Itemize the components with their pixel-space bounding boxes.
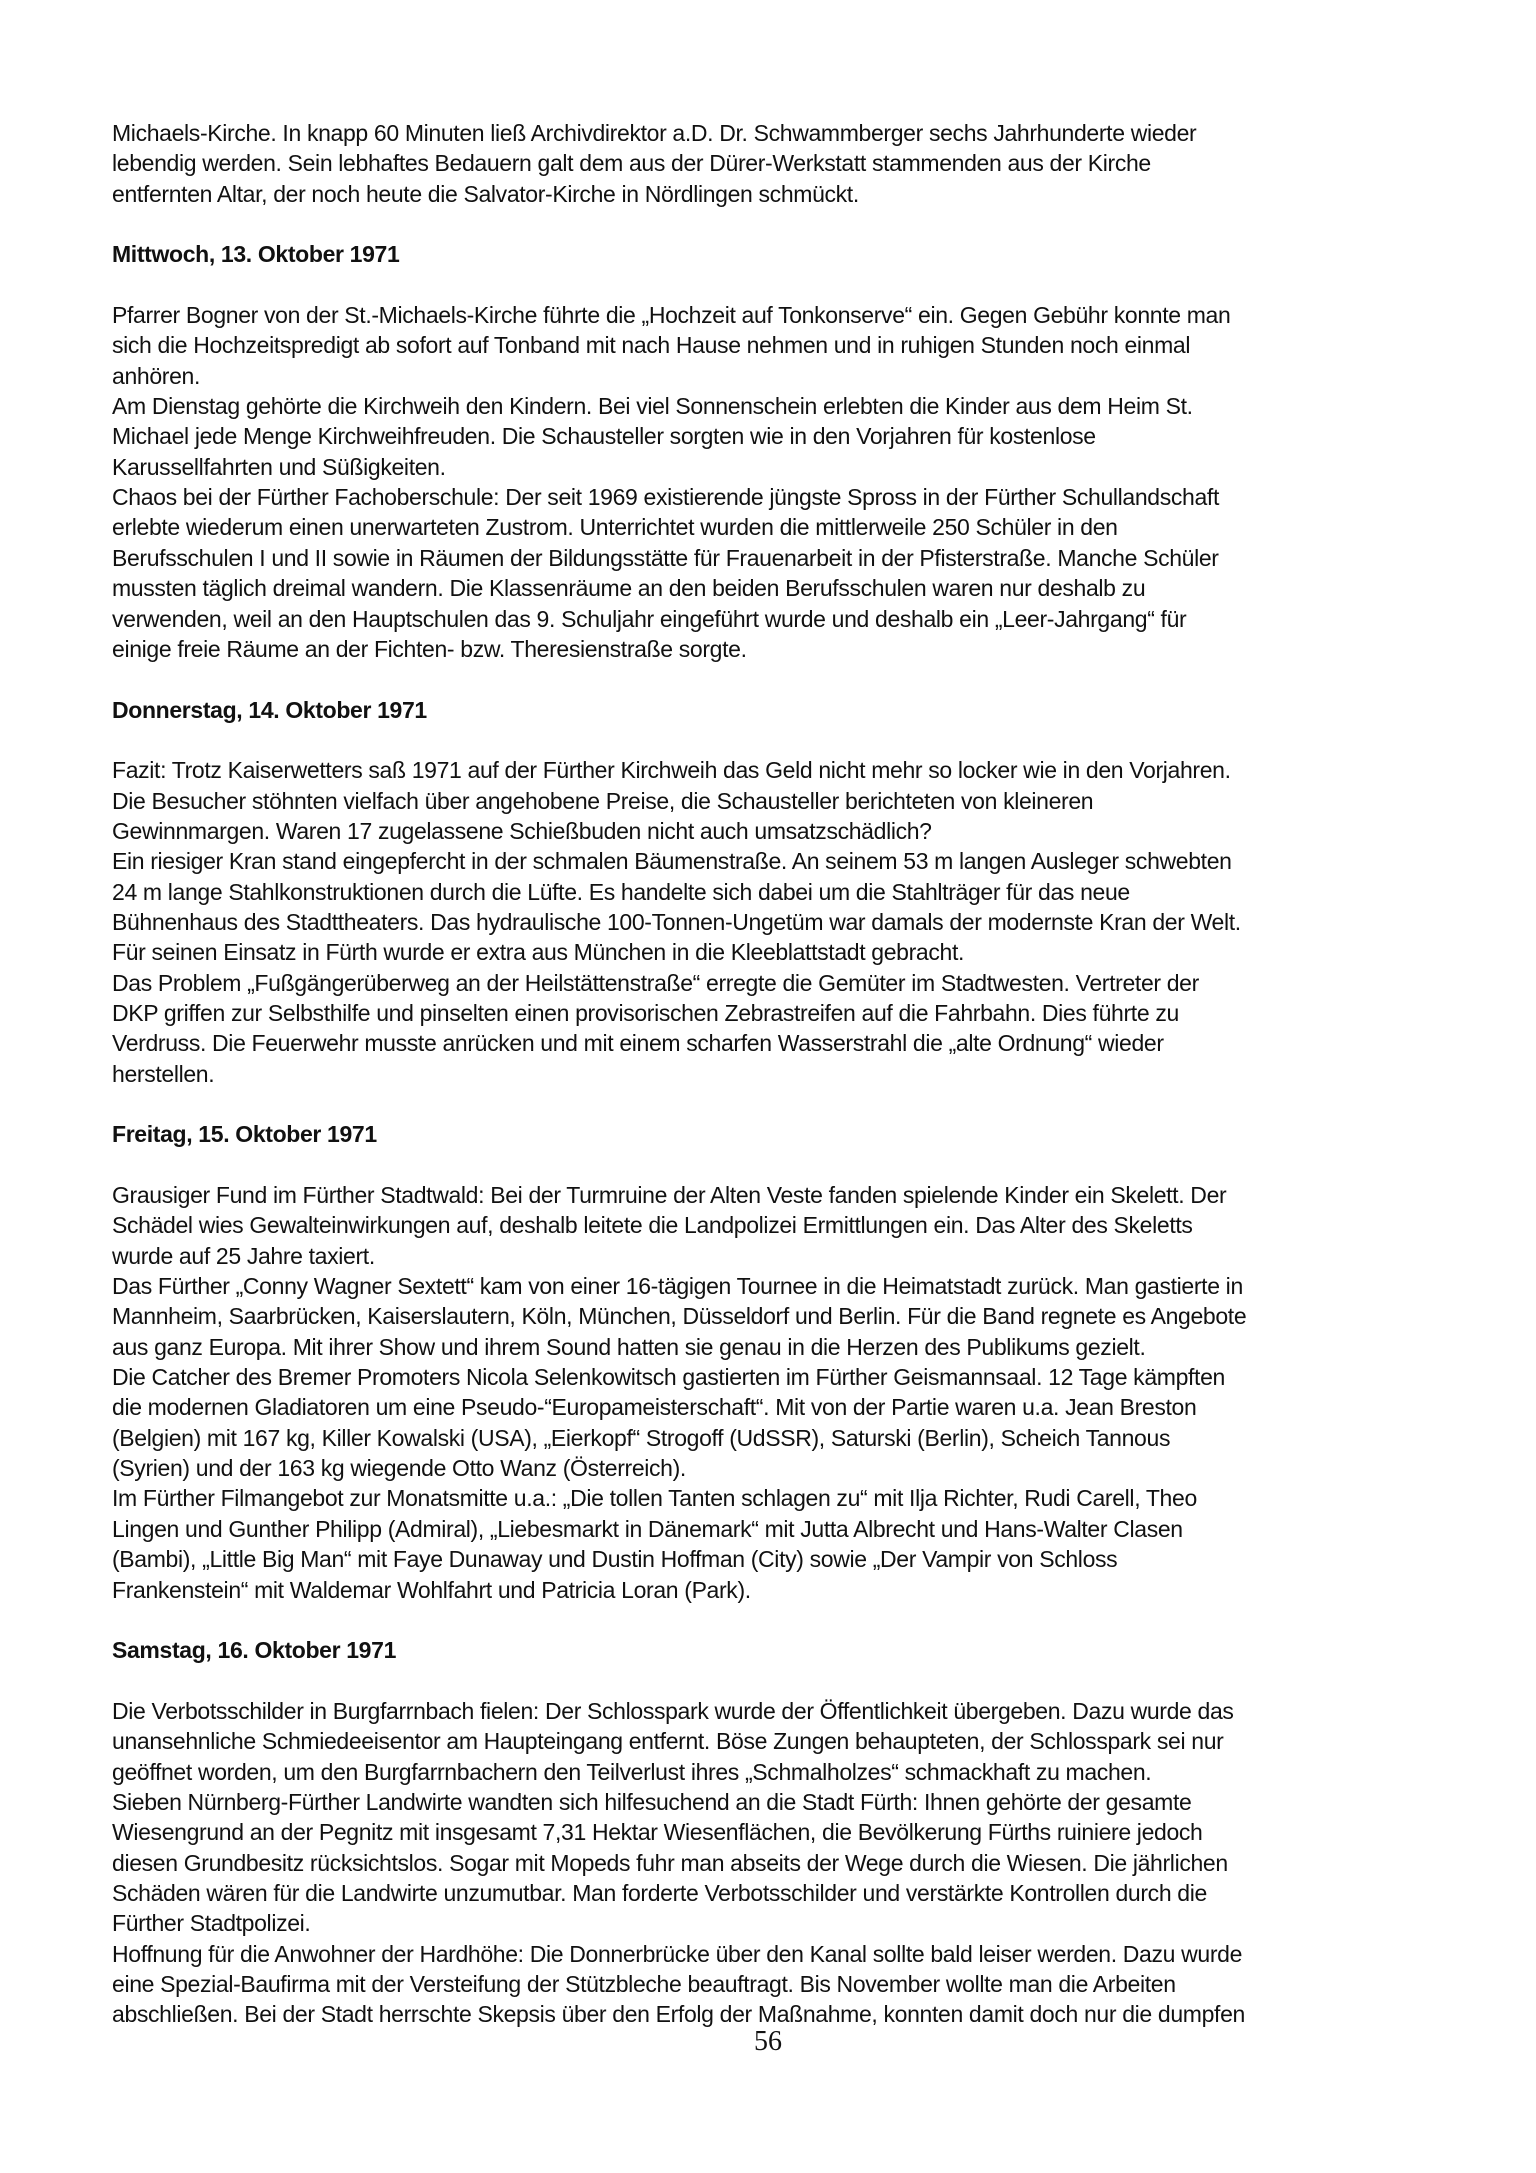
- page-number: 56: [754, 2026, 782, 2057]
- paragraph-line: Schäden wären für die Landwirte unzumutbar. Man forderte Verbotsschilder und verstärkte Kontrollen durch die: [112, 1879, 1207, 1906]
- paragraph-line: aus ganz Europa. Mit ihrer Show und ihrem Sound hatten sie genau in die Herzen des Publikums gezielt.: [112, 1333, 1146, 1360]
- section-heading: Mittwoch, 13. Oktober 1971: [112, 241, 400, 268]
- paragraph-line: entfernten Altar, der noch heute die Salvator-Kirche in Nördlingen schmückt.: [112, 180, 859, 207]
- blank-line: [112, 209, 1442, 239]
- paragraph-line: unansehnliche Schmiedeeisentor am Haupteingang entfernt. Böse Zungen behaupteten, der Schlosspark sei nur: [112, 1728, 1224, 1755]
- section-heading: Donnerstag, 14. Oktober 1971: [112, 696, 427, 723]
- paragraph-line: Michael jede Menge Kirchweihfreuden. Die Schausteller sorgten wie in den Vorjahren für kostenlose: [112, 423, 1096, 450]
- paragraph-line: Fürther Stadtpolizei.: [112, 1910, 311, 1937]
- paragraph-line: abschließen. Bei der Stadt herrschte Skepsis über den Erfolg der Maßnahme, konnten damit doch nur die dumpfen: [112, 2001, 1245, 2028]
- paragraph-line: Die Besucher stöhnten vielfach über angehobene Preise, die Schausteller berichteten von kleineren: [112, 787, 1094, 814]
- blank-line: [112, 1605, 1442, 1635]
- paragraph-line: Bühnenhaus des Stadttheaters. Das hydraulische 100-Tonnen-Ungetüm war damals der modernste Kran der Welt.: [112, 908, 1241, 935]
- blank-line: [112, 270, 1442, 300]
- paragraph-line: herstellen.: [112, 1060, 215, 1087]
- paragraph-line: Die Catcher des Bremer Promoters Nicola Selenkowitsch gastierten im Fürther Geismannsaal. 12 Tage kämpften: [112, 1364, 1225, 1391]
- section-heading: Freitag, 15. Oktober 1971: [112, 1121, 377, 1148]
- paragraph-line: Die Verbotsschilder in Burgfarrnbach fielen: Der Schlosspark wurde der Öffentlichkeit übergeben. Dazu wurde das: [112, 1697, 1234, 1724]
- paragraph-line: 24 m lange Stahlkonstruktionen durch die Lüfte. Es handelte sich dabei um die Stahlträger für das neue: [112, 878, 1130, 905]
- blank-line: [112, 664, 1442, 694]
- paragraph-line: Verdruss. Die Feuerwehr musste anrücken und mit einem scharfen Wasserstrahl die „alte Ordnung“ wieder: [112, 1030, 1164, 1057]
- blank-line: [112, 725, 1442, 755]
- paragraph-line: anhören.: [112, 362, 200, 389]
- paragraph-line: Frankenstein“ mit Waldemar Wohlfahrt und Patricia Loran (Park).: [112, 1576, 751, 1603]
- paragraph-line: DKP griffen zur Selbsthilfe und pinselten einen provisorischen Zebrastreifen auf die Fahrbahn. Dies führte zu: [112, 999, 1179, 1026]
- paragraph-line: Michaels-Kirche. In knapp 60 Minuten ließ Archivdirektor a.D. Dr. Schwammberger sechs Jahrhunderte wieder: [112, 120, 1197, 146]
- paragraph-line: wurde auf 25 Jahre taxiert.: [112, 1242, 375, 1269]
- paragraph-line: eine Spezial-Baufirma mit der Versteifung der Stützbleche beauftragt. Bis November wollte man die Arbeiten: [112, 1970, 1176, 1997]
- paragraph-line: die modernen Gladiatoren um eine Pseudo-“Europameisterschaft“. Mit von der Partie waren u.a. Jean Breston: [112, 1394, 1197, 1421]
- paragraph-line: Das Fürther „Conny Wagner Sextett“ kam von einer 16-tägigen Tournee in die Heimatstadt zurück. Man gastierte in: [112, 1273, 1243, 1300]
- blank-line: [112, 1666, 1442, 1696]
- paragraph-line: Chaos bei der Fürther Fachoberschule: Der seit 1969 existierende jüngste Spross in der Fürther Schullandschaft: [112, 484, 1219, 511]
- paragraph-line: Fazit: Trotz Kaiserwetters saß 1971 auf der Fürther Kirchweih das Geld nicht mehr so locker wie in den Vorjahren.: [112, 757, 1231, 784]
- paragraph-line: erlebte wiederum einen unerwarteten Zustrom. Unterrichtet wurden die mittlerweile 250 Schüler in den: [112, 514, 1118, 541]
- paragraph-line: Pfarrer Bogner von der St.-Michaels-Kirche führte die „Hochzeit auf Tonkonserve“ ein. Gegen Gebühr konnte man: [112, 302, 1231, 329]
- blank-line: [112, 1150, 1442, 1180]
- paragraph-line: Im Fürther Filmangebot zur Monatsmitte u.a.: „Die tollen Tanten schlagen zu“ mit Ilja Richter, Rudi Carell, Theo: [112, 1485, 1197, 1512]
- paragraph-line: Ein riesiger Kran stand eingepfercht in der schmalen Bäumenstraße. An seinem 53 m langen Ausleger schwebten: [112, 848, 1232, 875]
- paragraph-line: lebendig werden. Sein lebhaftes Bedauern galt dem aus der Dürer-Werkstatt stammenden aus der Kirche: [112, 150, 1151, 177]
- paragraph-line: Wiesengrund an der Pegnitz mit insgesamt 7,31 Hektar Wiesenflächen, die Bevölkerung Fürths ruiniere jedoch: [112, 1819, 1203, 1846]
- paragraph-line: Mannheim, Saarbrücken, Kaiserslautern, Köln, München, Düsseldorf und Berlin. Für die Band regnete es Angebote: [112, 1303, 1247, 1330]
- paragraph-line: Berufsschulen I und II sowie in Räumen der Bildungsstätte für Frauenarbeit in der Pfisterstraße. Manche Schüler: [112, 544, 1219, 571]
- paragraph-line: (Bambi), „Little Big Man“ mit Faye Dunaway und Dustin Hoffman (City) sowie „Der Vampir von Schloss: [112, 1546, 1118, 1573]
- paragraph-line: Lingen und Gunther Philipp (Admiral), „Liebesmarkt in Dänemark“ mit Jutta Albrecht und Hans-Walter Clasen: [112, 1515, 1183, 1542]
- paragraph-line: verwenden, weil an den Hauptschulen das 9. Schuljahr eingeführt wurde und deshalb ein „Leer-Jahrgang“ für: [112, 605, 1187, 632]
- paragraph-line: sich die Hochzeitspredigt ab sofort auf Tonband mit nach Hause nehmen und in ruhigen Stunden noch einmal: [112, 332, 1191, 359]
- paragraph-line: mussten täglich dreimal wandern. Die Klassenräume an den beiden Berufsschulen waren nur deshalb zu: [112, 575, 1146, 602]
- blank-line: [112, 1089, 1442, 1119]
- section-heading: Samstag, 16. Oktober 1971: [112, 1637, 397, 1664]
- paragraph-line: Sieben Nürnberg-Fürther Landwirte wandten sich hilfesuchend an die Stadt Fürth: Ihnen gehörte der gesamte: [112, 1788, 1192, 1815]
- paragraph-line: Gewinnmargen. Waren 17 zugelassene Schießbuden nicht auch umsatzschädlich?: [112, 817, 932, 844]
- paragraph-line: einige freie Räume an der Fichten- bzw. Theresienstraße sorgte.: [112, 635, 747, 662]
- paragraph-line: Das Problem „Fußgängerüberweg an der Heilstättenstraße“ erregte die Gemüter im Stadtwesten. Vertreter der: [112, 969, 1199, 996]
- paragraph-line: (Syrien) und der 163 kg wiegende Otto Wanz (Österreich).: [112, 1455, 686, 1482]
- paragraph-line: Hoffnung für die Anwohner der Hardhöhe: Die Donnerbrücke über den Kanal sollte bald leiser werden. Dazu wurde: [112, 1940, 1243, 1967]
- paragraph-line: Karussellfahrten und Süßigkeiten.: [112, 453, 446, 480]
- paragraph-line: Schädel wies Gewalteinwirkungen auf, deshalb leitete die Landpolizei Ermittlungen ein. Das Alter des Skeletts: [112, 1212, 1193, 1239]
- paragraph-line: geöffnet worden, um den Burgfarrnbachern den Teilverlust ihres „Schmalholzes“ schmackhaft zu machen.: [112, 1758, 1152, 1785]
- document-body: [112, 118, 1442, 2030]
- paragraph-line: diesen Grundbesitz rücksichtslos. Sogar mit Mopeds fuhr man abseits der Wege durch die Wiesen. Die jährlichen: [112, 1849, 1228, 1876]
- paragraph-line: (Belgien) mit 167 kg, Killer Kowalski (USA), „Eierkopf“ Strogoff (UdSSR), Saturski (Berlin), Scheich Tannous: [112, 1424, 1171, 1451]
- paragraph-line: Am Dienstag gehörte die Kirchweih den Kindern. Bei viel Sonnenschein erlebten die Kinder aus dem Heim St.: [112, 393, 1193, 420]
- paragraph-line: Grausiger Fund im Fürther Stadtwald: Bei der Turmruine der Alten Veste fanden spielende Kinder ein Skelett. Der: [112, 1182, 1227, 1209]
- paragraph-line: Für seinen Einsatz in Fürth wurde er extra aus München in die Kleeblattstadt gebracht.: [112, 939, 965, 966]
